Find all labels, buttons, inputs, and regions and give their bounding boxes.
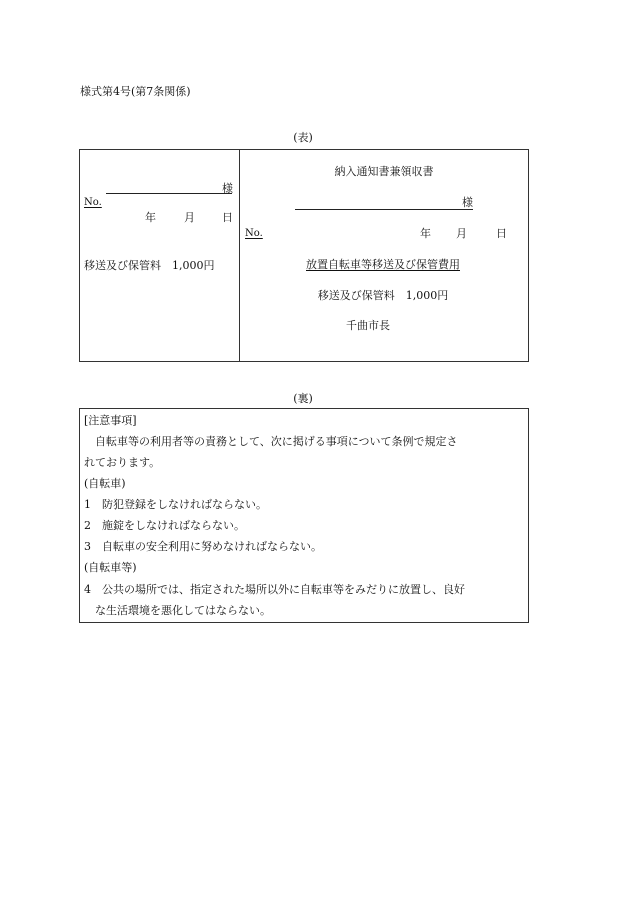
note-item-3: 3 自転車の安全利用に努めなければならない。	[84, 540, 322, 553]
note-item-1: 1 防犯登録をしなければならない。	[84, 498, 267, 511]
notes-heading: [注意事項]	[84, 414, 137, 427]
issuer: 千曲市長	[346, 319, 390, 332]
note-item-4-line-1: 4 公共の場所では、指定された場所以外に自転車等をみだりに放置し、良好	[84, 583, 465, 596]
form-number: 様式第4号(第7条関係)	[80, 85, 191, 98]
main-day: 日	[496, 227, 507, 240]
front-receipt-box	[79, 149, 529, 362]
notes-intro-line-1: 自転車等の利用者等の責務として、次に掲げる事項について条例で規定さ	[84, 435, 458, 448]
notes-intro-line-2: れております。	[84, 456, 161, 469]
stub-fee: 移送及び保管料 1,000円	[84, 259, 215, 272]
section-bicycles-etc: (自転車等)	[84, 561, 137, 574]
note-item-2: 2 施錠をしなければならない。	[84, 519, 245, 532]
main-year: 年	[420, 227, 431, 240]
stub-year: 年	[145, 211, 156, 224]
main-fee: 移送及び保管料 1,000円	[317, 289, 449, 302]
stub-divider	[239, 149, 240, 362]
main-number: No.	[245, 228, 263, 239]
receipt-subject: 放置自転車等移送及び保管費用	[306, 258, 460, 271]
stub-month: 月	[184, 211, 195, 224]
main-name-line	[295, 209, 473, 210]
main-sama: 様	[462, 196, 473, 209]
stub-day: 日	[222, 211, 233, 224]
stub-name-line	[106, 193, 232, 194]
front-side-label: (表)	[293, 131, 313, 144]
note-item-4-line-2: な生活環境を悪化してはならない。	[84, 604, 271, 617]
stub-number: No.	[84, 197, 102, 208]
back-side-label: (裏)	[293, 392, 313, 405]
main-month: 月	[456, 227, 467, 240]
section-bicycle: (自転車)	[84, 477, 126, 490]
stub-sama: 様	[222, 182, 233, 195]
receipt-title: 納入通知書兼領収書	[334, 165, 434, 178]
